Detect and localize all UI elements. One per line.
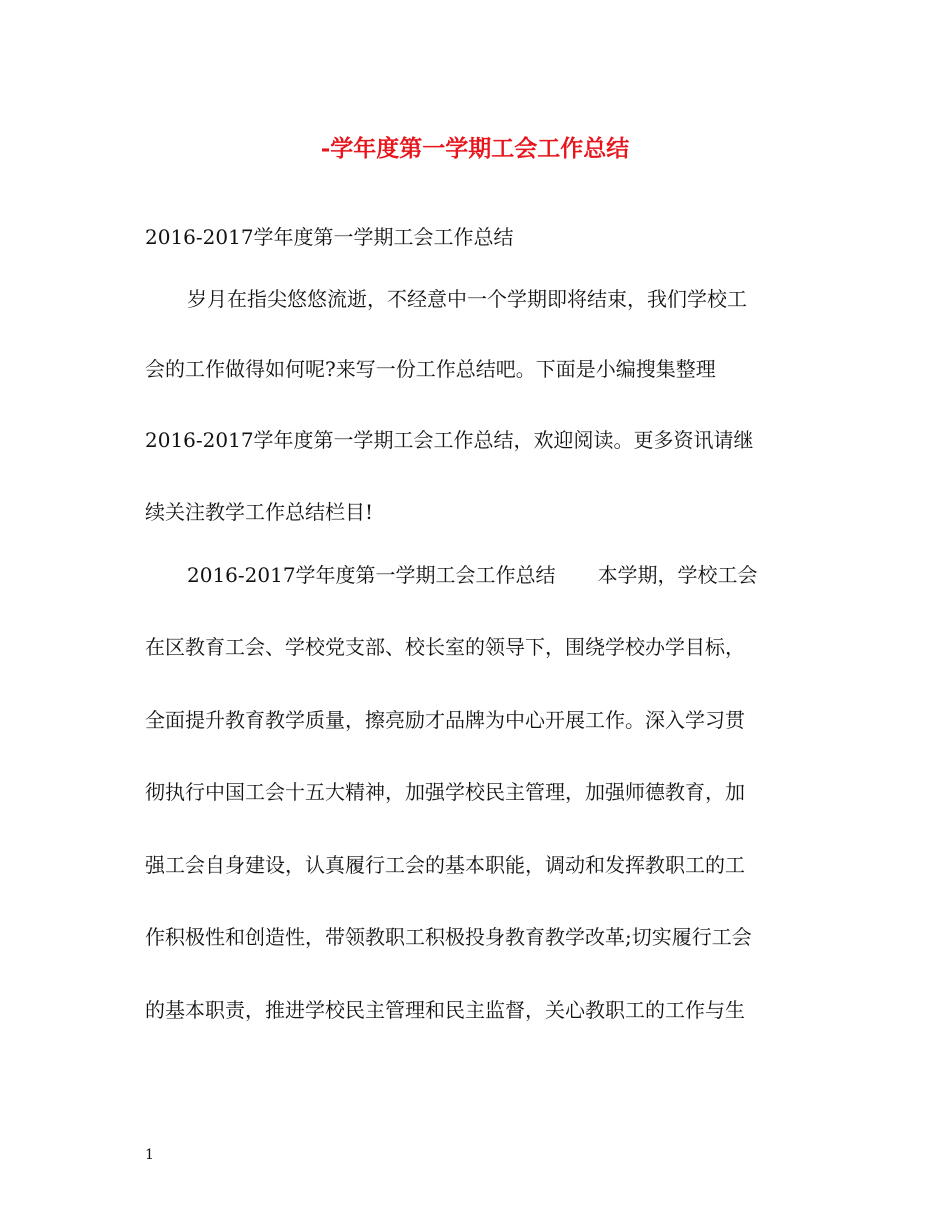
paragraph-line-5 bbox=[187, 562, 867, 588]
paragraph-line-11: 的基本职责，推进学校民主管理和民主监督，关心教职工的工作与生 bbox=[145, 998, 745, 1022]
paragraph-line-1: 岁月在指尖悠悠流逝，不经意中一个学期即将结束，我们学校工 bbox=[187, 287, 747, 311]
paragraph-line-4: 续关注教学工作总结栏目! bbox=[145, 500, 374, 524]
paragraph-line-3: 2016-2017学年度第一学期工会工作总结，欢迎阅读。更多资讯请继 bbox=[145, 428, 754, 452]
page-number: 1 bbox=[145, 1147, 154, 1163]
paragraph-line-8: 彻执行中国工会十五大精神，加强学校民主管理，加强师德教育，加 bbox=[145, 780, 745, 804]
paragraph-line-7: 全面提升教育教学质量，擦亮励才品牌为中心开展工作。深入学习贯 bbox=[145, 708, 745, 732]
paragraph-line-6: 在区教育工会、学校党支部、校长室的领导下，围绕学校办学目标， bbox=[145, 635, 745, 659]
paragraph-line-10: 作积极性和创造性，带领教职工积极投身教育教学改革;切实履行工会 bbox=[145, 925, 752, 949]
paragraph-line-9: 强工会自身建设，认真履行工会的基本职能，调动和发挥教职工的工 bbox=[145, 853, 745, 877]
paragraph-line-2: 会的工作做得如何呢?来写一份工作总结吧。下面是小编搜集整理 bbox=[145, 357, 716, 381]
section-opening: 本学期，学校工会 bbox=[597, 563, 758, 587]
document-subtitle: 2016-2017学年度第一学期工会工作总结 bbox=[145, 225, 514, 249]
document-title: -学年度第一学期工会工作总结 bbox=[320, 135, 630, 162]
section-heading-inline: 2016-2017学年度第一学期工会工作总结 bbox=[187, 563, 556, 587]
